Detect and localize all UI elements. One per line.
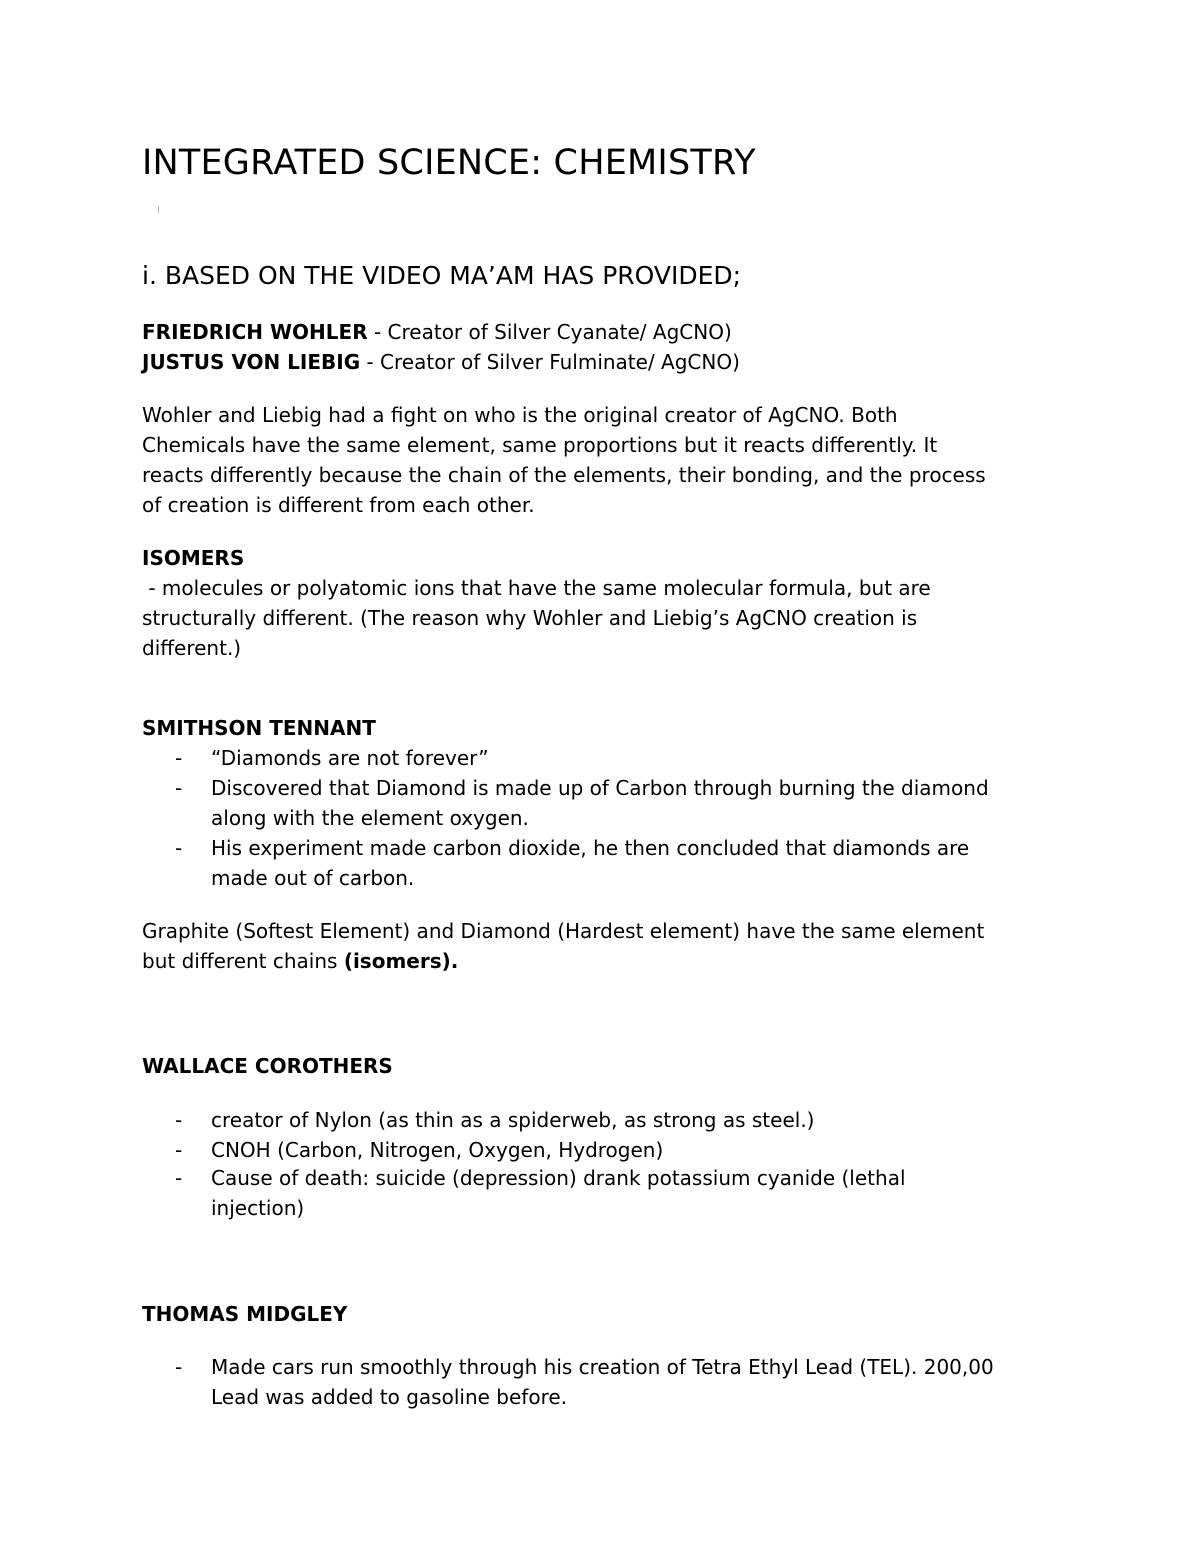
list-item: [142, 773, 1092, 833]
graphite-line: [142, 946, 458, 976]
scientist-line-wohler: [142, 317, 732, 347]
paragraph-line: of creation is different from each other.: [142, 493, 535, 517]
corothers-heading: WALLACE COROTHERS: [142, 1054, 393, 1078]
list-item-text: Discovered that Diamond is made up of Carbon through burning the diamond: [211, 776, 989, 800]
scientist-desc: - Creator of Silver Fulminate/ AgCNO): [360, 350, 740, 374]
list-item-text: Cause of death: suicide (depression) drank potassium cyanide (lethal: [211, 1166, 906, 1190]
paragraph-line: Wohler and Liebig had a fight on who is the original creator of AgCNO. Both: [142, 403, 898, 427]
list-item-text: His experiment made carbon dioxide, he then concluded that diamonds are: [211, 836, 970, 860]
list-item-text: along with the element oxygen.: [211, 806, 529, 830]
cursor-mark: [158, 206, 159, 213]
scientist-desc: - Creator of Silver Cyanate/ AgCNO): [367, 320, 732, 344]
isomers-line: - molecules or polyatomic ions that have the same molecular formula, but are: [142, 576, 931, 600]
graphite-bold: (isomers).: [343, 949, 459, 973]
list-item: [142, 1135, 1092, 1165]
isomers-line: different.): [142, 636, 242, 660]
list-item-text: injection): [211, 1196, 305, 1220]
graphite-line: Graphite (Softest Element) and Diamond (Hardest element) have the same element: [142, 919, 985, 943]
document-title: INTEGRATED SCIENCE: CHEMISTRY: [142, 143, 756, 183]
bullet-dash: -: [175, 1138, 183, 1162]
list-item-text: CNOH (Carbon, Nitrogen, Oxygen, Hydrogen): [211, 1138, 664, 1162]
midgley-heading: THOMAS MIDGLEY: [142, 1302, 348, 1326]
scientist-name: FRIEDRICH WOHLER: [142, 320, 368, 344]
paragraph-line: reacts differently because the chain of the elements, their bonding, and the process: [142, 463, 986, 487]
list-item: [142, 1105, 1092, 1135]
bullet-dash: -: [175, 836, 183, 860]
list-item-text: Made cars run smoothly through his creation of Tetra Ethyl Lead (TEL). 200,00: [211, 1355, 994, 1379]
list-item-text: “Diamonds are not forever”: [211, 746, 489, 770]
bullet-dash: -: [175, 1355, 183, 1379]
graphite-text: but different chains: [142, 949, 344, 973]
section-subtitle: i. BASED ON THE VIDEO MA’AM HAS PROVIDED;: [142, 261, 742, 290]
bullet-dash: -: [175, 1108, 183, 1132]
list-item-text: creator of Nylon (as thin as a spiderweb, as strong as steel.): [211, 1108, 815, 1132]
list-item: [142, 833, 1092, 893]
list-item: [142, 743, 1092, 773]
bullet-dash: -: [175, 746, 183, 770]
list-item-text: made out of carbon.: [211, 866, 415, 890]
bullet-dash: -: [175, 1166, 183, 1190]
list-item: [142, 1352, 1092, 1412]
list-item: [142, 1163, 1092, 1223]
paragraph-line: Chemicals have the same element, same proportions but it reacts differently. It: [142, 433, 938, 457]
list-item-text: Lead was added to gasoline before.: [211, 1385, 568, 1409]
isomers-heading: ISOMERS: [142, 546, 245, 570]
bullet-dash: -: [175, 776, 183, 800]
isomers-line: structurally different. (The reason why Wohler and Liebig’s AgCNO creation is: [142, 606, 918, 630]
scientist-line-liebig: [142, 347, 740, 377]
scientist-name: JUSTUS VON LIEBIG: [142, 350, 361, 374]
tennant-heading: SMITHSON TENNANT: [142, 716, 376, 740]
